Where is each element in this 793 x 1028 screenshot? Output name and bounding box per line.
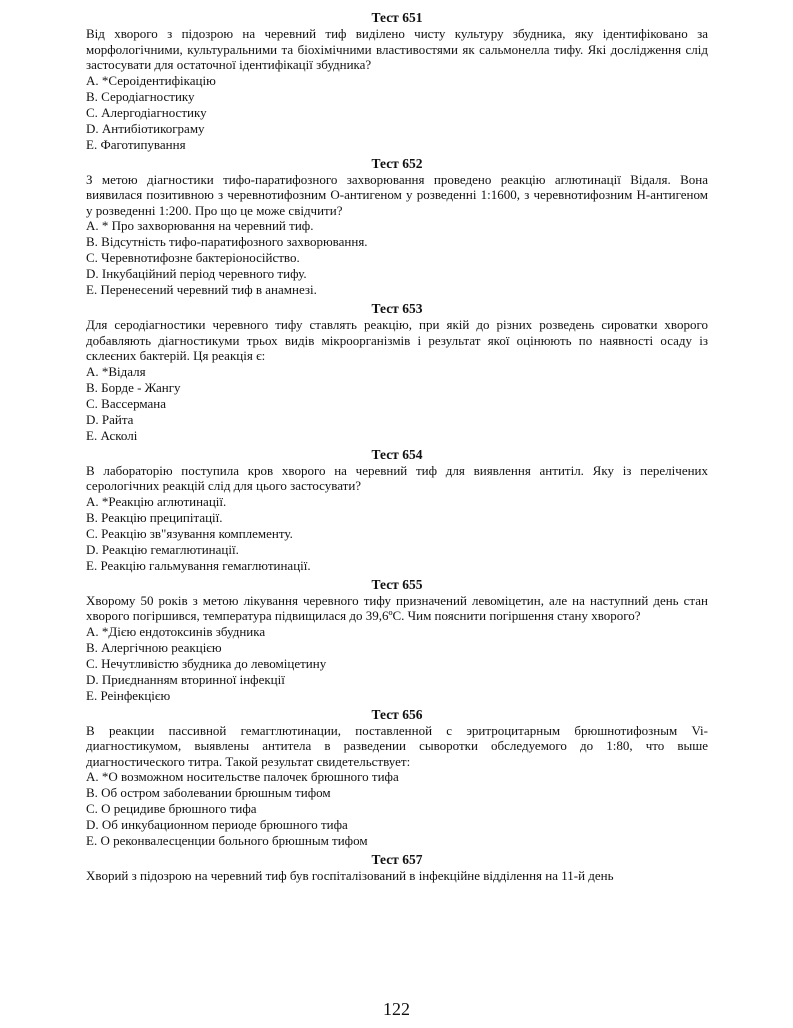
option-c: C. Вассермана bbox=[86, 395, 167, 411]
option-d: D. Об инкубационном периоде брюшного тифа bbox=[86, 817, 348, 832]
answer-options bbox=[86, 218, 708, 298]
option-a: A. *Сероідентифікацію bbox=[86, 72, 216, 88]
option-c: C. Нечутливістю збудника до левоміцетину bbox=[86, 655, 327, 671]
test-653 bbox=[86, 301, 708, 444]
option-e: E. Фаготипування bbox=[86, 136, 186, 152]
document-page bbox=[86, 10, 708, 884]
question-text: В реакции пассивной гемагглютинации, поставленной с эритроцитарным брюшнотифозным Vi-диагностикумом, выявлены антитела в разведении сыворотки обследуемого до 1:80, что выше диагностического титра. Такой результат свидетельствует: bbox=[86, 722, 708, 769]
option-b: B. Реакцію преципітації. bbox=[86, 509, 223, 525]
option-c: C. Алергодіагностику bbox=[86, 104, 207, 120]
test-title: Тест 657 bbox=[371, 852, 423, 867]
test-title: Тест 656 bbox=[371, 706, 423, 722]
question-text: Хворий з підозрою на черевний тиф був госпіталізований в інфекційне відділення на 11-й день bbox=[86, 868, 614, 883]
answer-options bbox=[86, 494, 708, 574]
page-number: 122 bbox=[383, 999, 410, 1019]
option-d: D. Інкубаційний період черевного тифу. bbox=[86, 266, 307, 281]
test-title: Тест 653 bbox=[371, 301, 423, 316]
option-d: D. Приєднанням вторинної інфекції bbox=[86, 671, 285, 687]
question-text: Хворому 50 років з метою лікування черевного тифу призначений левоміцетин, але на наступний день стан хворого погіршився, температура підвищилася до 39,6ºС. Чим пояснити погіршення стану хворого? bbox=[86, 592, 708, 623]
option-d: D. Реакцію гемаглютинації. bbox=[86, 541, 239, 557]
test-655 bbox=[86, 577, 708, 704]
option-a: A. *О возможном носительстве палочек брюшного тифа bbox=[86, 769, 399, 784]
option-b: B. Серодіагностику bbox=[86, 88, 195, 104]
test-651 bbox=[86, 10, 708, 153]
question-text: Від хворого з підозрою на черевний тиф виділено чисту культуру збудника, яку ідентифіковано за морфологічними, культуральними та біохімічними властивостями як сальмонелла тифу. Які дослідження слід застосувати для остаточної ідентифікації збудника? bbox=[86, 26, 708, 72]
option-b: B. Відсутність тифо-паратифозного захворювання. bbox=[86, 234, 368, 249]
answer-options bbox=[86, 73, 708, 153]
test-title: Тест 652 bbox=[371, 155, 423, 171]
option-e: E. Реакцію гальмування гемаглютинації. bbox=[86, 557, 311, 573]
option-a: A. * Про захворювання на черевний тиф. bbox=[86, 218, 314, 233]
answer-options bbox=[86, 364, 708, 444]
test-652 bbox=[86, 156, 708, 299]
answer-options bbox=[86, 769, 708, 849]
question-text: В лабораторію поступила кров хворого на черевний тиф для виявлення антитіл. Яку із перелічених серологічних реакцій слід для цього застосувати? bbox=[86, 462, 708, 493]
option-a: A. *Реакцію аглютинації. bbox=[86, 493, 227, 509]
option-a: A. *Відаля bbox=[86, 363, 146, 379]
option-b: B. Борде - Жангу bbox=[86, 379, 181, 395]
question-text: З метою діагностики тифо-паратифозного захворювання проведено реакцію аглютинації Відаля. Вона виявилася позитивною з черевнотифозним О-антигеном у розведенні 1:1600, з черевнотифозним Н-антигеном у розведенні 1:200. Про що це може свідчити? bbox=[86, 171, 708, 218]
option-b: B. Об остром заболевании брюшным тифом bbox=[86, 785, 331, 800]
option-d: D. Райта bbox=[86, 411, 134, 427]
answer-options bbox=[86, 624, 708, 704]
test-title: Тест 651 bbox=[371, 10, 423, 25]
option-e: E. Асколі bbox=[86, 427, 138, 443]
option-d: D. Антибіотикограму bbox=[86, 120, 205, 136]
option-a: A. *Дією ендотоксинів збудника bbox=[86, 623, 266, 639]
test-656 bbox=[86, 707, 708, 850]
option-c: C. Реакцію зв"язування комплементу. bbox=[86, 525, 293, 541]
test-title: Тест 655 bbox=[371, 576, 423, 592]
option-e: E. Реінфекцією bbox=[86, 687, 171, 703]
option-c: C. О рецидиве брюшного тифа bbox=[86, 801, 257, 816]
option-b: B. Алергічною реакцією bbox=[86, 639, 222, 655]
option-e: E. О реконвалесценции больного брюшным тифом bbox=[86, 833, 368, 848]
option-c: C. Черевнотифозне бактеріоносійство. bbox=[86, 250, 300, 265]
test-654 bbox=[86, 447, 708, 574]
test-657 bbox=[86, 852, 708, 884]
question-text: Для серодіагностики черевного тифу ставлять реакцію, при якій до різних розведень сироватки хворого добавляють діагностикуми трьох видів мікроорганізмів і результат якої оцінюють по наявності осаду із склеєних бактерій. Ця реакція є: bbox=[86, 317, 708, 363]
test-title: Тест 654 bbox=[371, 446, 423, 462]
option-e: E. Перенесений черевний тиф в анамнезі. bbox=[86, 282, 317, 297]
